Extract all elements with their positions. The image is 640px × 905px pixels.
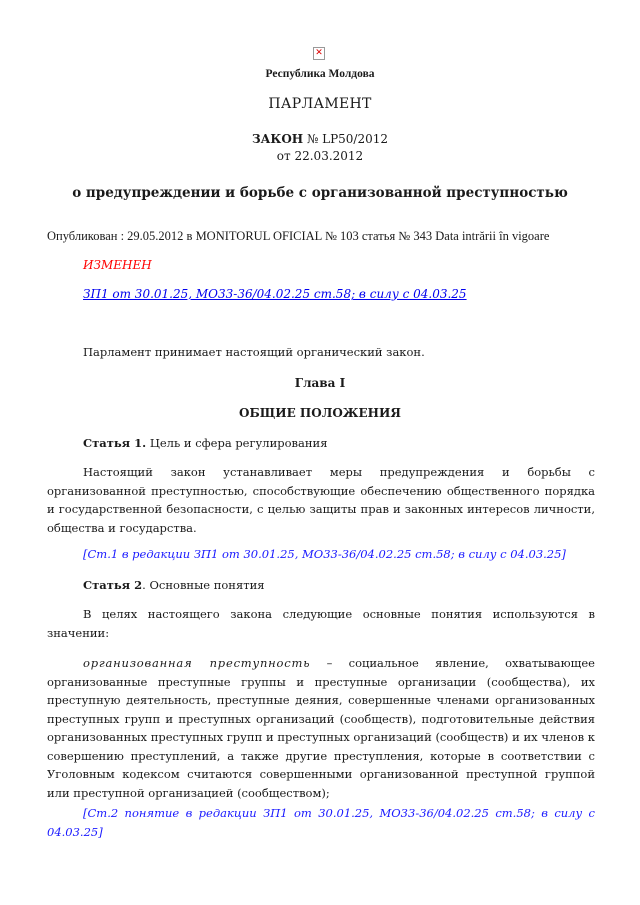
law-number-value: № LP50/2012 — [306, 132, 389, 146]
chapter-number: Глава I — [294, 376, 346, 390]
article-1-heading — [47, 434, 595, 453]
article-1-title: Цель и сфера регулирования — [146, 436, 328, 450]
preamble: Парламент принимает настоящий органический закон. — [83, 345, 425, 359]
defined-term: организованная преступность — [83, 656, 311, 670]
article-1-amendment-note: [Ст.1 в редакции ЗП1 от 30.01.25, МО33-36/04.02.25 ст.58; в силу с 04.03.25] — [83, 547, 566, 561]
amendment-link[interactable]: ЗП1 от 30.01.25, МО33-36/04.02.25 ст.58; в силу с 04.03.25 — [83, 287, 467, 301]
chapter-title: ОБЩИЕ ПОЛОЖЕНИЯ — [239, 406, 401, 420]
article-2-title: . Основные понятия — [142, 578, 265, 592]
article-1-text: Настоящий закон устанавливает меры предупреждения и борьбы с организованной преступностью, способствующие обеспечению общественного порядка и государственной безопасности, с целью защиты прав и законных интересов личности, общества и государства. — [47, 465, 595, 535]
article-2-heading — [47, 576, 595, 595]
issuer-name: ПАРЛАМЕНТ — [268, 96, 372, 112]
publication-info: Опубликован : 29.05.2012 в MONITORUL OFICIAL № 103 статья № 343 Data intrării în vigoare — [47, 229, 550, 243]
law-date: от 22.03.2012 — [276, 149, 364, 163]
article-1-label: Статья 1. — [83, 436, 147, 450]
term-definition: – социальное явление, охватывающее организованные преступные группы и преступные организации (сообщества), их преступную деятельность, преступные деяния, совершенные членами организованных преступных групп и преступных организаций (сообществ), подготовительные действия организованных преступных групп и преступных организаций (сообществ) и их членов к совершению преступлений, а также другие преступления, которые в соответствии с Уголовным кодексом считаются совершенными организованной преступной группой или преступной организацией (сообществом); — [47, 656, 595, 800]
article-2-amendment-note: [Ст.2 понятие в редакции ЗП1 от 30.01.25, МО33-36/04.02.25 ст.58; в силу с 04.03.25] — [47, 806, 595, 839]
law-label: ЗАКОН — [251, 132, 304, 146]
article-2-intro: В целях настоящего закона следующие основные понятия используются в значении: — [47, 607, 595, 640]
law-title: о предупреждении и борьбе с организованной преступностью — [72, 185, 568, 201]
article-2-definition — [47, 654, 595, 802]
broken-image-icon: ✕ — [313, 47, 325, 60]
law-number — [0, 132, 640, 146]
country-name: Республика Молдова — [265, 68, 375, 80]
article-2-label: Статья 2 — [83, 578, 143, 592]
changed-status: ИЗМЕНЕН — [83, 258, 152, 272]
